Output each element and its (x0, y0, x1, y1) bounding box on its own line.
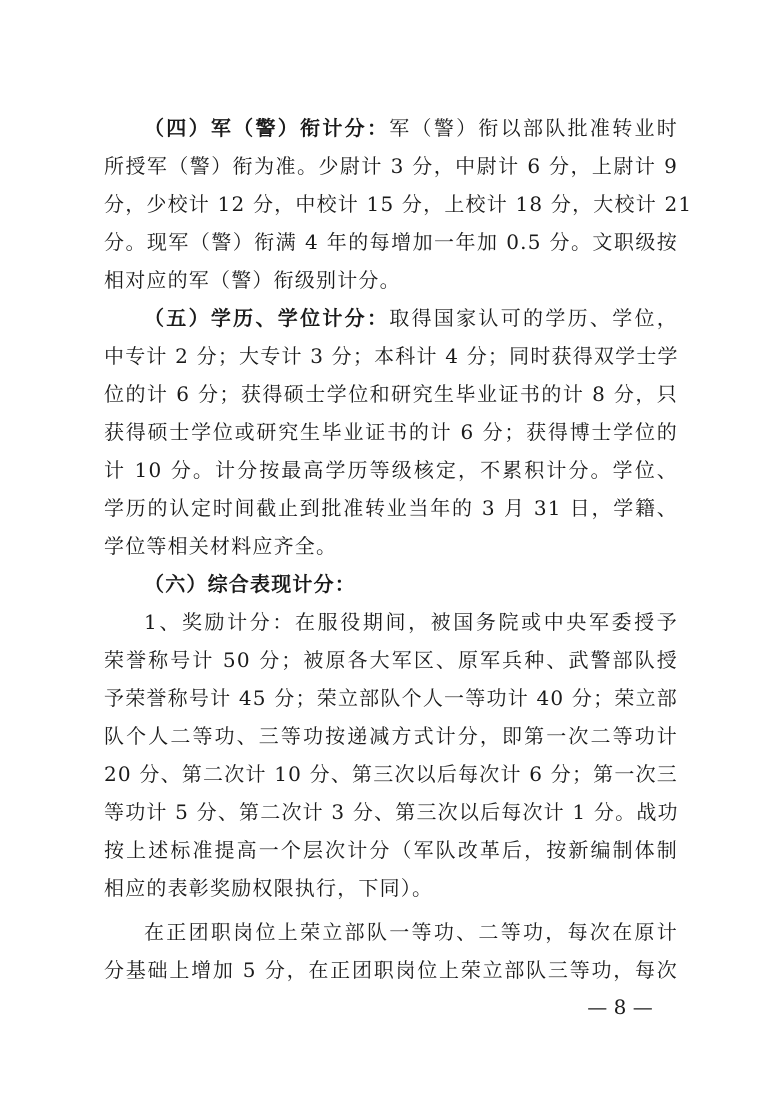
awards-line-6: 等功计 5 分、第二次计 3 分、第三次以后每次计 1 分。战功 (104, 800, 679, 824)
section6-heading: （六）综合表现计分： (144, 572, 356, 596)
section4-line-2: 所授军（警）衔为准。少尉计 3 分，中尉计 6 分，上尉计 9 (104, 154, 678, 178)
section4-line-4: 分。现军（警）衔满 4 年的每增加一年加 0.5 分。文职级按 (104, 230, 678, 254)
awards-line-4: 队个人二等功、三等功按递减方式计分，即第一次二等功计 (104, 724, 678, 748)
section5-line-7: 学位等相关材料应齐全。 (104, 534, 338, 558)
awards-line-1: 1、奖励计分：在服役期间，被国务院或中央军委授予 (144, 610, 678, 634)
regiment-line-2: 分基础上增加 5 分，在正团职岗位上荣立部队三等功，每次 (104, 958, 678, 982)
section4-line-1 (144, 108, 678, 148)
section4-line-3: 分，少校计 12 分，中校计 15 分，上校计 18 分，大校计 21 (104, 192, 693, 216)
section5-text: 取得国家认可的学历、学位， (389, 306, 678, 330)
awards-line-5: 20 分、第二次计 10 分、第三次以后每次计 6 分；第一次三 (104, 762, 678, 786)
section5-line-3: 位的计 6 分；获得硕士学位和研究生毕业证书的计 8 分，只 (104, 382, 678, 406)
awards-line-7: 按上述标准提高一个层次计分（军队改革后，按新编制体制 (104, 838, 678, 862)
section5-line-2: 中专计 2 分；大专计 3 分；本科计 4 分；同时获得双学士学 (104, 344, 679, 368)
awards-line-2: 荣誉称号计 50 分；被原各大军区、原军兵种、武警部队授 (104, 648, 678, 672)
section5-line-1 (144, 298, 678, 338)
regiment-line-1: 在正团职岗位上荣立部队一等功、二等功，每次在原计 (144, 920, 678, 944)
awards-line-3: 予荣誉称号计 45 分；荣立部队个人一等功计 40 分；荣立部 (104, 686, 678, 710)
section5-line-6: 学历的认定时间截止到批准转业当年的 3 月 31 日，学籍、 (104, 496, 678, 520)
section4-line-5: 相对应的军（警）衔级别计分。 (104, 268, 401, 292)
section5-line-4: 获得硕士学位或研究生毕业证书的计 6 分；获得博士学位的 (104, 420, 678, 444)
awards-line-8: 相应的表彰奖励权限执行，下同）。 (104, 876, 434, 900)
page-number: — 8 — (587, 995, 653, 1019)
section4-text: 军（警）衔以部队批准转业时 (389, 116, 678, 140)
section5-line-5: 计 10 分。计分按最高学历等级核定，不累积计分。学位、 (104, 458, 678, 482)
section4-heading: （四）军（警）衔计分： (144, 116, 390, 140)
section5-heading: （五）学历、学位计分： (144, 306, 390, 330)
